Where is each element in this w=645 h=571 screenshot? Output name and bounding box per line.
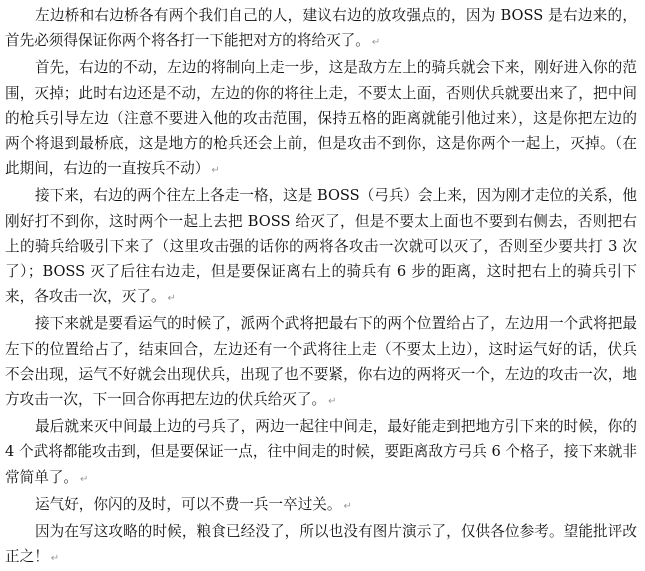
paragraph-6: [5, 492, 637, 519]
paragraph-3: [5, 183, 637, 311]
paragraph-mark-icon: ↵: [79, 473, 89, 485]
paragraph-mark-icon: ↵: [50, 553, 60, 565]
paragraph-mark-icon: ↵: [167, 293, 176, 305]
paragraph-5-text: 最后就来灭中间最上边的弓兵了，两边一起往中间走，最好能走到把地方引下来的时候，你的 4 个武将都能攻击到，但是要保证一点，往中间走的时候，要距离敌方弓兵 6 个格子，接下来就非常简单了。: [5, 418, 637, 486]
paragraph-5: [5, 414, 637, 492]
paragraph-1-text: 左边桥和右边桥各有两个我们自己的人，建议右边的放攻强点的，因为 BOSS 是右边来的，首先必须得保证你两个将各打一下能把对方的将给灭了。: [5, 7, 637, 50]
paragraph-7: [5, 519, 637, 571]
paragraph-mark-icon: ↵: [371, 37, 381, 49]
paragraph-4: [5, 311, 637, 414]
paragraph-mark-icon: ↵: [343, 500, 352, 512]
paragraph-4-text: 接下来就是要看运气的时候了，派两个武将把最右下的两个位置给占了，左边用一个武将把最左下的位置给占了，结束回合，左边还有一个武将往上走（不要太上边），这时运气好的话，伏兵不会出现，运气不好就会出现伏兵，出现了也不要紧，你右边的两将灭一个，左边的攻击一次，地方攻击一次，下一回合你再把左边的伏兵给灭了。: [5, 315, 637, 409]
paragraph-mark-icon: ↵: [328, 396, 337, 408]
document-body: [5, 3, 637, 571]
paragraph-2-text: 首先，右边的不动，左边的将制向上走一步，这是敌方左上的骑兵就会下来，刚好进入你的范围，灭掉；此时右边还是不动，左边的你的将往上走，不要太上面，否则伏兵就要出来了，把中间的枪兵引导左边（注意不要进入他的攻击范围，保持五格的距离就能引他过来），这是你把左边的两个将退到最桥底，这是地方的枪兵还会上前，但是攻击不到你，这是你两个一起上，灭掉。（在此期间，右边的一直按兵不动）: [5, 59, 637, 178]
paragraph-1: [5, 3, 637, 55]
paragraph-7-text: 因为在写这攻略的时候，粮食已经没了，所以也没有图片演示了，仅供各位参考。望能批评改正之！: [5, 523, 637, 566]
paragraph-mark-icon: ↵: [211, 165, 220, 177]
paragraph-2: [5, 55, 637, 183]
paragraph-6-text: 运气好，你闪的及时，可以不费一兵一卒过关。: [35, 495, 342, 513]
paragraph-3-text: 接下来，右边的两个往左上各走一格，这是 BOSS（弓兵）会上来，因为刚才走位的关系，他刚好打不到你，这时两个一起上去把 BOSS 给灭了，但是不要太上面也不要到右侧去，否则把右上的骑兵给吸引下来了（这里攻击强的话你的两将各攻击一次就可以灭了，否则至少要共打 3 次了）；BOSS 灭了后往右边走，但是要保证离右上的骑兵有 6 步的距离，这时把右上的骑兵引下来，各攻击一次，灭了。: [5, 187, 637, 306]
